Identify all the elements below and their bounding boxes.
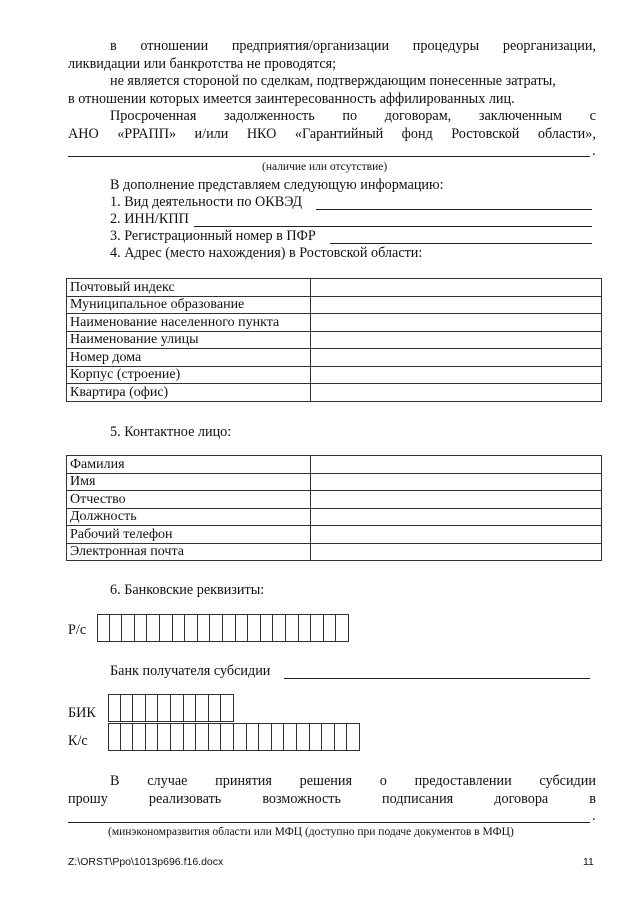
corr-account-cells[interactable] (108, 723, 360, 751)
pfr-label: 3. Регистрационный номер в ПФР (110, 228, 316, 244)
presence-underline[interactable] (68, 156, 590, 157)
closing-line-2 (68, 791, 596, 808)
contact-row (67, 473, 602, 491)
account-digit-cell[interactable] (286, 614, 299, 642)
account-digit-cell[interactable] (336, 614, 349, 642)
corr-account-digit-cell[interactable] (133, 723, 146, 751)
okved-label: 1. Вид деятельности по ОКВЭД (110, 194, 303, 210)
corr-account-digit-cell[interactable] (284, 723, 297, 751)
address-label: Наименование населенного пункта (67, 314, 311, 332)
account-digit-cell[interactable] (273, 614, 286, 642)
closing2-word: в (589, 791, 596, 807)
contact-row (67, 543, 602, 561)
contact-label: Имя (67, 473, 311, 491)
line6-word: АНО (68, 126, 99, 142)
corr-account-digit-cell[interactable] (247, 723, 260, 751)
corr-account-digit-cell[interactable] (108, 723, 121, 751)
corr-account-digit-cell[interactable] (259, 723, 272, 751)
account-digit-cell[interactable] (236, 614, 249, 642)
address-label: Почтовый индекс (67, 279, 311, 297)
address-row (67, 314, 602, 332)
contact-value-cell[interactable] (311, 456, 602, 474)
corr-account-digit-cell[interactable] (171, 723, 184, 751)
okved-field[interactable] (316, 209, 592, 210)
contact-value-cell[interactable] (311, 491, 602, 509)
line6-word: НКО (246, 126, 277, 142)
corr-account-digit-cell[interactable] (310, 723, 323, 751)
contact-table (66, 455, 602, 561)
line6-word: области», (537, 126, 596, 142)
contact-row (67, 456, 602, 474)
bik-digit-cell[interactable] (221, 694, 234, 722)
address-value-cell[interactable] (311, 349, 602, 367)
account-digit-cell[interactable] (311, 614, 324, 642)
address-value-cell[interactable] (311, 314, 602, 332)
address-row (67, 384, 602, 402)
address-value-cell[interactable] (311, 296, 602, 314)
text-line-1 (110, 38, 596, 55)
contact-label: Должность (67, 508, 311, 526)
line6-word: «РРАПП» (117, 126, 177, 142)
line1-word: предприятия/организации (231, 38, 390, 54)
closing2-word: реализовать (148, 791, 222, 807)
account-cells[interactable] (97, 614, 349, 642)
pfr-field[interactable] (330, 243, 592, 244)
closing1-word: случае (147, 773, 188, 789)
address-label: Номер дома (67, 349, 311, 367)
account-digit-cell[interactable] (97, 614, 110, 642)
contact-value-cell[interactable] (311, 508, 602, 526)
bik-digit-cell[interactable] (196, 694, 209, 722)
inn-kpp-field[interactable] (194, 226, 592, 227)
line5-word: по (342, 108, 358, 124)
address-value-cell[interactable] (311, 331, 602, 349)
signing-method-caption: (минэкономразвития области или МФЦ (доступно при подаче документов в МФЦ) (108, 826, 514, 838)
account-digit-cell[interactable] (210, 614, 223, 642)
closing1-word: решения (299, 773, 352, 789)
line-end-period: . (592, 143, 596, 159)
contact-label: Рабочий телефон (67, 526, 311, 544)
contact-row (67, 526, 602, 544)
bank-heading: 6. Банковские реквизиты: (110, 582, 265, 598)
account-digit-cell[interactable] (223, 614, 236, 642)
presence-caption: (наличие или отсутствие) (262, 161, 388, 173)
line1-word: отношении (140, 38, 209, 54)
contact-value-cell[interactable] (311, 543, 602, 561)
contact-value-cell[interactable] (311, 473, 602, 491)
text-line-4: в отношении которых имеется заинтересованность аффилированных лиц. (68, 91, 515, 107)
corr-account-digit-cell[interactable] (158, 723, 171, 751)
bik-digit-cell[interactable] (171, 694, 184, 722)
address-label: Квартира (офис) (67, 384, 311, 402)
bik-digit-cell[interactable] (184, 694, 197, 722)
bik-digit-cell[interactable] (133, 694, 146, 722)
closing-line-1 (110, 773, 596, 790)
account-digit-cell[interactable] (110, 614, 123, 642)
closing2-word: договора (494, 791, 549, 807)
corr-account-digit-cell[interactable] (121, 723, 134, 751)
corr-account-digit-cell[interactable] (184, 723, 197, 751)
account-digit-cell[interactable] (185, 614, 198, 642)
corr-account-digit-cell[interactable] (209, 723, 222, 751)
account-digit-cell[interactable] (198, 614, 211, 642)
contact-label: Фамилия (67, 456, 311, 474)
address-value-cell[interactable] (311, 384, 602, 402)
additional-info-heading: В дополнение представляем следующую информацию: (110, 177, 444, 193)
bik-digit-cell[interactable] (158, 694, 171, 722)
corr-account-digit-cell[interactable] (335, 723, 348, 751)
account-label: Р/с (68, 622, 87, 638)
contact-value-cell[interactable] (311, 526, 602, 544)
bank-name-field[interactable] (284, 678, 590, 679)
line5-word: Просроченная (110, 108, 197, 124)
address-label: Наименование улицы (67, 331, 311, 349)
bik-cells[interactable] (108, 694, 234, 722)
file-path: Z:\ORST\Ppo\1013p696.f16.docx (68, 856, 224, 868)
corr-account-digit-cell[interactable] (196, 723, 209, 751)
corr-account-digit-cell[interactable] (322, 723, 335, 751)
address-heading: 4. Адрес (место нахождения) в Ростовской области: (110, 245, 423, 261)
closing1-word: предоставлении (414, 773, 512, 789)
account-digit-cell[interactable] (261, 614, 274, 642)
corr-account-digit-cell[interactable] (234, 723, 247, 751)
corr-account-digit-cell[interactable] (221, 723, 234, 751)
closing2-word: подписания (382, 791, 454, 807)
bik-label: БИК (68, 705, 96, 721)
closing2-word: прошу (68, 791, 108, 807)
address-row (67, 296, 602, 314)
text-line-6 (68, 126, 596, 143)
closing-period: . (592, 808, 596, 824)
address-value-cell[interactable] (311, 366, 602, 384)
closing1-word: В (110, 773, 120, 789)
account-digit-cell[interactable] (248, 614, 261, 642)
line5-word: договорам, (384, 108, 452, 124)
page-number: 11 (583, 856, 594, 868)
address-row (67, 349, 602, 367)
line5-word: заключенным (478, 108, 562, 124)
contact-row (67, 508, 602, 526)
text-line-2: ликвидации или банкротства не проводятся; (68, 56, 337, 72)
contact-label: Отчество (67, 491, 311, 509)
address-label: Корпус (строение) (67, 366, 311, 384)
address-row (67, 331, 602, 349)
line6-word: фонд (401, 126, 433, 142)
closing2-word: возможность (262, 791, 341, 807)
bik-digit-cell[interactable] (121, 694, 134, 722)
account-digit-cell[interactable] (122, 614, 135, 642)
line1-word: процедуры (412, 38, 480, 54)
account-digit-cell[interactable] (135, 614, 148, 642)
line6-word: Ростовской (451, 126, 520, 142)
account-digit-cell[interactable] (299, 614, 312, 642)
contact-label: Электронная почта (67, 543, 311, 561)
contact-heading: 5. Контактное лицо: (110, 424, 232, 440)
address-value-cell[interactable] (311, 279, 602, 297)
line6-word: и/или (194, 126, 229, 142)
closing1-word: принятия (215, 773, 272, 789)
corr-account-digit-cell[interactable] (297, 723, 310, 751)
line5-word: задолженность (224, 108, 315, 124)
text-line-3: не является стороной по сделкам, подтверждающим понесенные затраты, (110, 73, 556, 89)
corr-account-label: К/с (68, 733, 88, 749)
address-row (67, 279, 602, 297)
bik-digit-cell[interactable] (108, 694, 121, 722)
contact-row (67, 491, 602, 509)
address-table (66, 278, 602, 402)
account-digit-cell[interactable] (173, 614, 186, 642)
line5-word: с (589, 108, 596, 124)
account-digit-cell[interactable] (160, 614, 173, 642)
bik-digit-cell[interactable] (146, 694, 159, 722)
bank-name-label: Банк получателя субсидии (110, 663, 271, 679)
text-line-5 (110, 108, 596, 125)
line6-word: «Гарантийный (294, 126, 384, 142)
closing1-word: субсидии (539, 773, 596, 789)
address-row (67, 366, 602, 384)
line1-word: в (110, 38, 117, 54)
corr-account-digit-cell[interactable] (272, 723, 285, 751)
account-digit-cell[interactable] (147, 614, 160, 642)
closing1-word: о (379, 773, 387, 789)
account-digit-cell[interactable] (324, 614, 337, 642)
corr-account-digit-cell[interactable] (146, 723, 159, 751)
line1-word: реорганизации, (502, 38, 596, 54)
inn-kpp-label: 2. ИНН/КПП (110, 211, 189, 227)
signing-method-field[interactable] (68, 822, 590, 823)
corr-account-digit-cell[interactable] (347, 723, 360, 751)
address-label: Муниципальное образование (67, 296, 311, 314)
bik-digit-cell[interactable] (209, 694, 222, 722)
